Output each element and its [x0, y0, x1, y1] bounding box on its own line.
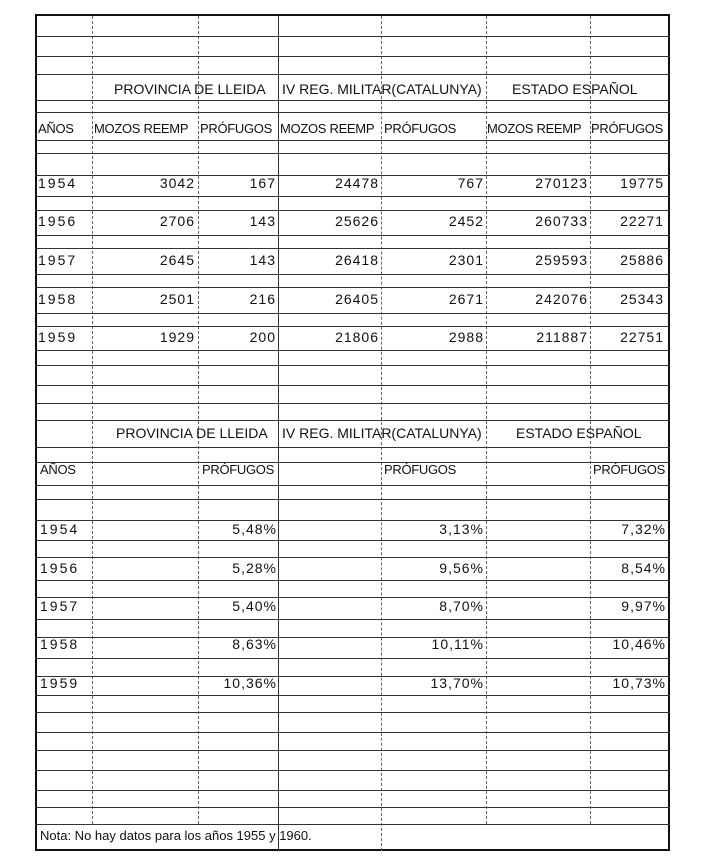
row-line: [35, 140, 670, 141]
footnote: Nota: No hay datos para los años 1955 y 1960.: [40, 828, 312, 843]
row-line: [35, 248, 670, 249]
table1-cell-mozos-lleida: 2501: [159, 291, 195, 307]
table1-cell-profugos-catalunya: 2301: [448, 252, 484, 268]
table1-cell-mozos-lleida: 2645: [159, 252, 195, 268]
row-line: [35, 732, 670, 733]
table1-cell-profugos-espanol: 19775: [620, 175, 664, 191]
table1-header-mozos-lleida: MOZOS REEMP: [94, 121, 189, 136]
row-line: [35, 313, 670, 314]
row-line: [35, 274, 670, 275]
table1-cell-year: 1956: [38, 213, 78, 229]
table2-cell-profugos-espanol: 9,97%: [621, 598, 666, 614]
table1-cell-mozos-catalunya: 24478: [335, 175, 379, 191]
row-line: [35, 750, 670, 751]
column-divider: [278, 16, 279, 851]
table1-cell-year: 1957: [38, 252, 78, 268]
table2-cell-profugos-espanol: 10,73%: [612, 675, 666, 691]
table2-header-profugos-lleida: PRÓFUGOS: [202, 462, 274, 477]
row-line: [35, 824, 670, 825]
table1-cell-mozos-espanol: 242076: [535, 291, 588, 307]
row-line: [35, 462, 670, 463]
table1-header-profugos-espanol: PRÓFUGOS: [591, 121, 663, 136]
row-line: [35, 56, 670, 57]
table2-cell-profugos-lleida: 5,28%: [232, 560, 277, 576]
table1-cell-year: 1959: [38, 329, 78, 345]
row-line: [35, 790, 670, 791]
table1-header-anos: AÑOS: [38, 121, 74, 136]
table1-cell-mozos-catalunya: 21806: [335, 329, 379, 345]
row-line: [35, 153, 670, 154]
table1-cell-profugos-lleida: 167: [249, 175, 276, 191]
table2-cell-year: 1959: [40, 675, 80, 691]
table1-cell-mozos-catalunya: 26405: [335, 291, 379, 307]
table2-cell-profugos-espanol: 7,32%: [621, 521, 666, 537]
table1-cell-mozos-lleida: 2706: [159, 213, 195, 229]
table1-cell-year: 1958: [38, 291, 78, 307]
table1-cell-profugos-espanol: 25886: [620, 252, 664, 268]
row-line: [35, 36, 670, 37]
table2-group-catalunya: IV REG. MILITAR(CATALUNYA): [282, 425, 482, 441]
row-line: [35, 235, 670, 236]
row-line: [35, 540, 670, 541]
table1-group-lleida: PROVINCIA DE LLEIDA: [114, 81, 266, 97]
table1-cell-profugos-espanol: 25343: [620, 291, 664, 307]
row-line: [35, 597, 670, 598]
table1-cell-profugos-catalunya: 2988: [448, 329, 484, 345]
table2-cell-profugos-lleida: 5,48%: [232, 521, 277, 537]
row-line: [35, 712, 670, 713]
table2-cell-profugos-lleida: 10,36%: [223, 675, 277, 691]
table1-cell-mozos-lleida: 3042: [159, 175, 195, 191]
table1-cell-profugos-lleida: 143: [249, 213, 276, 229]
table2-cell-profugos-catalunya: 9,56%: [439, 560, 484, 576]
table1-cell-mozos-espanol: 211887: [536, 329, 588, 345]
table2-cell-profugos-catalunya: 8,70%: [439, 598, 484, 614]
table2-group-espanol: ESTADO ESPAÑOL: [516, 425, 642, 441]
row-line: [35, 676, 670, 677]
table1-cell-profugos-lleida: 143: [249, 252, 276, 268]
table1-group-espanol: ESTADO ESPAÑOL: [512, 81, 638, 97]
row-line: [35, 770, 670, 771]
table1-cell-profugos-espanol: 22751: [620, 329, 664, 345]
row-line: [35, 580, 670, 581]
table1-cell-profugos-catalunya: 2452: [448, 213, 484, 229]
table1-header-mozos-espanol: MOZOS REEMP: [487, 121, 582, 136]
row-line: [35, 658, 670, 659]
table2-header-anos: AÑOS: [40, 462, 76, 477]
table2-cell-profugos-catalunya: 3,13%: [439, 521, 484, 537]
row-line: [35, 619, 670, 620]
row-line: [35, 385, 670, 386]
row-line: [35, 350, 670, 351]
row-line: [35, 695, 670, 696]
table2-cell-year: 1954: [40, 521, 80, 537]
row-line: [35, 807, 670, 808]
table1-cell-mozos-lleida: 1929: [159, 329, 195, 345]
row-line: [35, 485, 670, 486]
table2-cell-profugos-lleida: 5,40%: [232, 598, 277, 614]
table2-cell-year: 1956: [40, 560, 80, 576]
table1-cell-mozos-espanol: 270123: [535, 175, 588, 191]
row-line: [35, 420, 670, 421]
row-line: [35, 403, 670, 404]
table2-cell-profugos-catalunya: 10,11%: [431, 636, 484, 652]
table1-header-profugos-catalunya: PRÓFUGOS: [384, 121, 456, 136]
row-line: [35, 557, 670, 558]
row-line: [35, 365, 670, 366]
table1-cell-profugos-catalunya: 767: [457, 175, 484, 191]
row-line: [35, 520, 670, 521]
table1-cell-profugos-espanol: 22271: [620, 213, 664, 229]
table2-header-profugos-catalunya: PRÓFUGOS: [384, 462, 456, 477]
table1-header-mozos-catalunya: MOZOS REEMP: [280, 121, 375, 136]
table2-cell-profugos-espanol: 8,54%: [621, 560, 666, 576]
table2-cell-profugos-lleida: 8,63%: [232, 636, 277, 652]
row-line: [35, 196, 670, 197]
row-line: [35, 210, 670, 211]
table1-cell-mozos-catalunya: 26418: [335, 252, 379, 268]
row-line: [35, 499, 670, 500]
table2-group-lleida: PROVINCIA DE LLEIDA: [116, 425, 268, 441]
table2-cell-profugos-espanol: 10,46%: [612, 636, 666, 652]
table1-cell-profugos-lleida: 216: [249, 291, 276, 307]
table1-cell-profugos-lleida: 200: [249, 329, 276, 345]
row-line: [35, 447, 670, 448]
row-line: [35, 112, 670, 113]
table1-cell-mozos-espanol: 260733: [535, 213, 588, 229]
table2-cell-year: 1957: [40, 598, 80, 614]
table2-header-profugos-espanol: PRÓFUGOS: [593, 462, 665, 477]
table2-cell-profugos-catalunya: 13,70%: [430, 675, 484, 691]
table1-cell-profugos-catalunya: 2671: [448, 291, 484, 307]
row-line: [35, 74, 670, 75]
row-line: [35, 100, 670, 101]
table1-cell-mozos-espanol: 259593: [535, 252, 588, 268]
table1-cell-mozos-catalunya: 25626: [335, 213, 379, 229]
table2-cell-year: 1958: [40, 636, 80, 652]
row-line: [35, 637, 670, 638]
table1-header-profugos-lleida: PRÓFUGOS: [200, 121, 272, 136]
table1-group-catalunya: IV REG. MILITAR(CATALUNYA): [282, 81, 482, 97]
row-line: [35, 326, 670, 327]
row-line: [35, 287, 670, 288]
table1-cell-year: 1954: [38, 175, 78, 191]
